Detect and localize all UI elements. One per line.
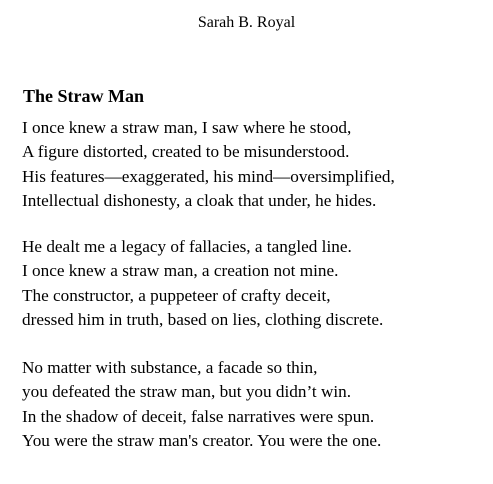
poem-line: His features—exaggerated, his mind—oversimplified, bbox=[22, 166, 395, 186]
poem-line: Intellectual dishonesty, a cloak that under, he hides. bbox=[22, 190, 377, 210]
poem-line: I once knew a straw man, a creation not mine. bbox=[22, 261, 339, 281]
author-name: Sarah B. Royal bbox=[197, 14, 296, 31]
poem-line: He dealt me a legacy of fallacies, a tangled line. bbox=[22, 237, 352, 256]
poem-line: The constructor, a puppeteer of crafty deceit, bbox=[22, 285, 331, 305]
poem-line: In the shadow of deceit, false narratives were spun. bbox=[22, 406, 375, 426]
stanza-3 bbox=[22, 356, 381, 453]
stanza-1 bbox=[22, 116, 395, 213]
poem-line: You were the straw man's creator. You were the one. bbox=[22, 430, 382, 450]
stanza-2 bbox=[22, 235, 383, 332]
poem-line: A figure distorted, created to be misunderstood. bbox=[22, 142, 350, 162]
poem-title: The Straw Man bbox=[23, 86, 144, 106]
poem-line: I once knew a straw man, I saw where he stood, bbox=[22, 118, 352, 137]
poem-line: dressed him in truth, based on lies, clothing discrete. bbox=[22, 309, 384, 329]
poem-line: No matter with substance, a facade so thin, bbox=[22, 358, 318, 377]
poem-line: you defeated the straw man, but you didn’t win. bbox=[22, 382, 352, 402]
